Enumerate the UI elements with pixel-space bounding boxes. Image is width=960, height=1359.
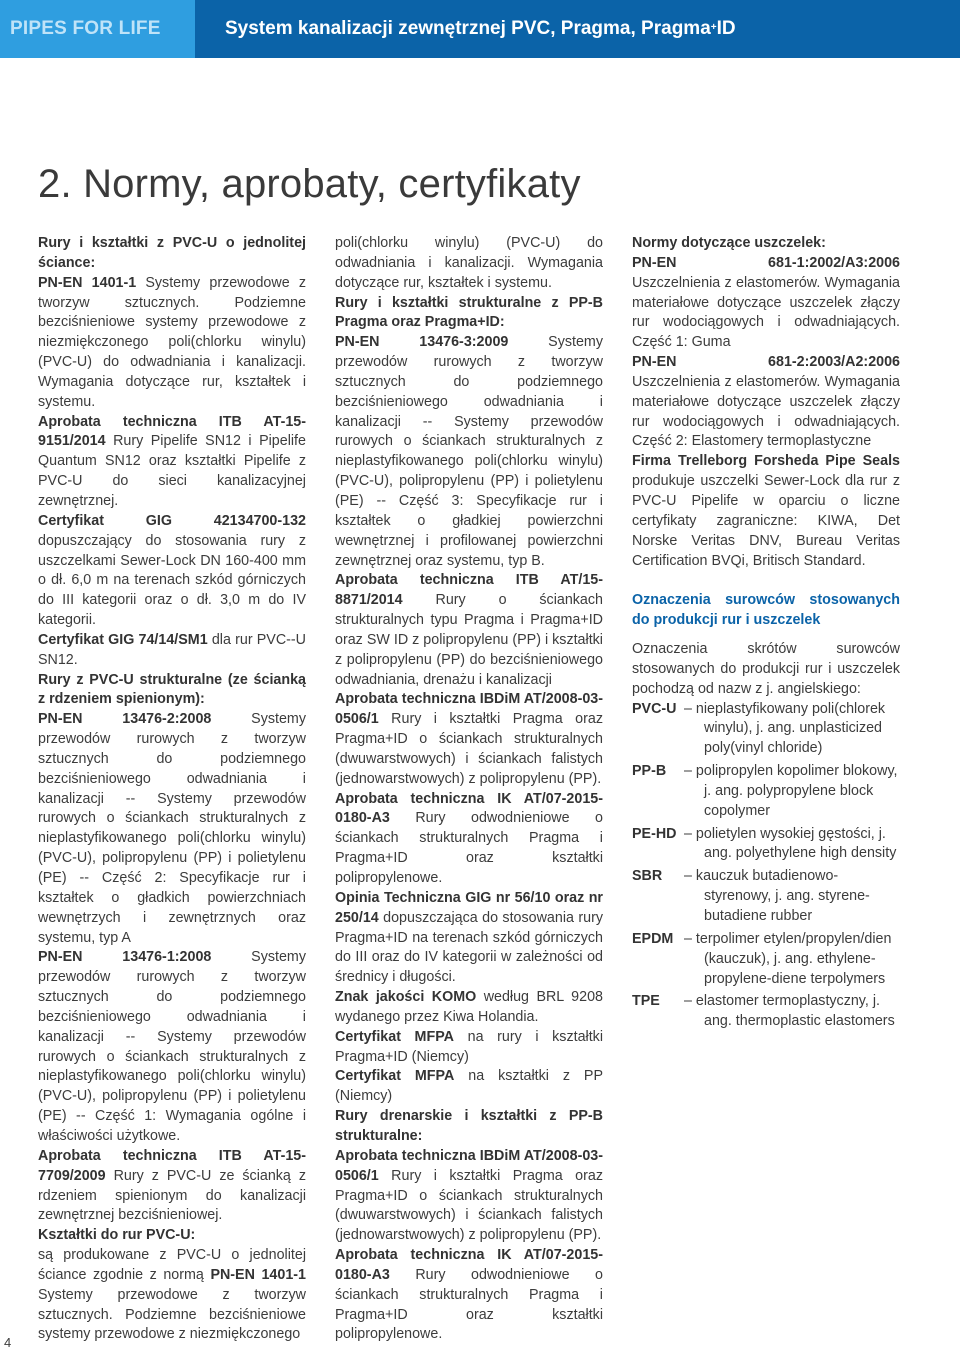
body-text: są produkowane z PVC-U o jednolitej ściance zgodnie z normą [38,1247,306,1283]
paragraph [335,1147,603,1246]
paragraph [38,948,306,1146]
paragraph [38,512,306,631]
paragraph [335,1028,603,1068]
abbreviation-key: PP-B [632,763,667,780]
materials-intro: Oznaczenia skrótów surowców stosowanych do produkcji rur i uszczelek pochodzą od nazw z j. angielskiego: [632,641,900,697]
abbreviation-item [632,867,900,927]
brand-label: PIPES FOR LIFE [0,0,195,58]
body-text: Rury odwodnieniowe o ściankach strukturalnych Pragma i Pragma+ID oraz kształtki polipropylenowe. [335,1266,603,1343]
body-text: dopuszczający do stosowania rury z uszczelkami Sewer-Lock DN 160-400 mm o dł. 6,0 m na terenach szkód górniczych do III kategorii oraz o dł. 3,0 m do IV kategorii. [38,532,306,629]
paragraph [335,234,603,294]
body-text: Uszczelnienia z elastomerów. Wymagania materiałowe dotyczące uszczelek złączy rur wodociągowych i odwadniających. Część 2: Elastomery termoplastyczne [632,373,900,450]
abbreviation-desc-text: – nieplastyfikowany poli(chlorek winylu), j. ang. unplasticized poly(vinyl chloride) [684,700,886,757]
body-text: Uszczelnienia z elastomerów. Wymagania materiałowe dotyczące uszczelek złączy rur wodociągowych i odwadniających. Część 1: Guma [632,274,900,351]
bold-text: Rury i kształtki z PVC-U o jednolitej ściance: [38,235,306,271]
abbreviation-desc [684,992,900,1032]
bold-text: Aprobata techniczna ITB AT-15-7709/2009 [38,1147,306,1184]
bold-text: Rury i kształtki strukturalne z PP-B Pragma oraz Pragma+ID: [335,294,603,331]
abbreviation-desc [684,930,900,990]
paragraph [335,333,603,571]
paragraph [38,274,306,413]
paragraph [38,1246,306,1345]
section-title: System kanalizacji zewnętrznej PVC, Pragma, Pragma [225,18,711,39]
body-text: Systemy przewodów rurowych z tworzyw sztucznych do podziemnego bezciśnieniowego odwadniania i kanalizacji -- Systemy przewodów rurowych o ściankach strukturalnych z nieplastyfikowanego poli(chlorku winylu) (PVC-U), polipropylenu (PP) i polietylenu (PE) -- Część 1: Wymagania ogólne i właściwości użytkowe. [38,949,306,1144]
bold-text: Certyfikat MFPA [335,1028,455,1045]
bold-text: Firma Trelleborg Forsheda Pipe Seals [632,453,900,470]
paragraph [38,671,306,711]
bold-text: Opinia Techniczna GIG nr 56/10 oraz nr 250/14 [335,889,603,926]
body-text: Rury i kształtki Pragma oraz Pragma+ID o ściankach strukturalnych (dwuwarstwowych) i ściankach falistych (jednowarstwowych) z polipropylenu (PP). [335,1167,603,1244]
page-header [0,0,960,58]
bold-text: Aprobata techniczna IK AT/07-2015-0180-A3 [335,1247,603,1283]
paragraph [335,1107,603,1147]
body-text: poli(chlorku winylu) (PVC-U) do odwadniania i kanalizacji. Wymagania dotyczące rur, kształtek i systemu. [335,235,603,291]
paragraph [632,353,900,452]
bold-text: PN-EN 13476-2:2008 [38,711,212,728]
paragraph [335,1067,603,1107]
bold-text: PN-EN 13476-1:2008 [38,949,212,966]
paragraph [38,631,306,671]
abbreviation-key: TPE [632,993,660,1010]
paragraph [335,889,603,988]
paragraph [38,710,306,948]
bold-text: Aprobata techniczna IK AT/07-2015-0180-A3 [335,790,603,827]
abbreviation-desc-text: – elastomer termoplastyczny, j. ang. thermoplastic elastomers [684,993,895,1030]
bold-text: Certyfikat MFPA [335,1068,455,1085]
section-title-sup: + [710,21,717,33]
abbreviation-desc-text: – terpolimer etylen/propylen/dien (kauczuk), j. ang. ethylene-propylene-diene terpolymers [684,930,892,987]
body-text: dopuszczająca do stosowania rury Pragma+ID na terenach szkód górniczych do III oraz do IV kategorii w zależności od średnicy i długości. [335,909,603,986]
body-text: produkuje uszczelki Sewer-Lock dla rur z PVC-U Pipelife w oparciu o liczne certyfikaty zagraniczne: KIWA, Det Norske Veritas DNV, Bureau Veritas Certification BVQi, Britisch Standard. [632,473,900,569]
body-text: na rury i kształtki Pragma+ID (Niemcy) [335,1028,603,1065]
body-text: Systemy przewodowe z tworzyw sztucznych. Podziemne bezciśnieniowe systemy przewodowe z niezmiękczonego poli(chlorku winylu) (PVC-U) do odwadniania i kanalizacji. Wymagania dotyczące rur, kształtek i systemu. [38,274,306,410]
bold-text: Normy dotyczące uszczelek: [632,235,826,251]
gasket-standards [632,234,900,571]
abbreviation-item [632,930,900,990]
body-text: Systemy przewodów rurowych z tworzyw sztucznych do podziemnego bezciśnieniowego odwadniania i kanalizacji -- Systemy przewodów rurowych o ściankach strukturalnych z nieplastyfikowanego poli(chlorku winylu) (PVC-U), polipropylenu (PP) i polietylenu (PE) -- Część 3: Specyfikacje rur i kształtek o gładkiej powierzchni wewnętrznej i profilowanej powierzchni zewnętrznej oraz systemu, typ B. [335,334,603,569]
paragraph [632,254,900,353]
bold-text: PN-EN 1401-1 [38,274,137,291]
body-text: Systemy przewodowe z tworzyw sztucznych. Podziemne bezciśnieniowe systemy przewodowe z niezmiękczonego [38,1286,306,1343]
materials-heading: Oznaczenia surowców stosowanych do produkcji rur i uszczelek [632,592,900,629]
body-text: Rury z PVC-U ze ścianką z rdzeniem spienionym do kanalizacji zewnętrznej bezciśnieniowej. [38,1167,306,1224]
column-3 [632,234,900,1032]
bold-text: PN-EN 681-1:2002/A3:2006 [632,254,900,271]
abbreviation-key: EPDM [632,930,674,947]
bold-text: PN-EN 13476-3:2009 [335,334,509,351]
paragraph [38,234,306,274]
paragraph [632,452,900,571]
body-text: Rury o ściankach strukturalnych typu Pragma i Pragma+ID oraz SW ID z polipropylenu (PP) i kształtki z polipropylenu (PP) do bezciśnieniowego odwadniania, drenażu i kanalizacji [335,592,603,688]
body-text: Rury odwodnieniowe o ściankach strukturalnych Pragma i Pragma+ID oraz kształtki polipropylenowe. [335,810,603,886]
bold-text: Aprobata techniczna ITB AT/15-8871/2014 [335,572,603,609]
abbreviation-item [632,700,900,760]
section-title-end: ID [716,18,736,39]
page-number: 4 [4,1335,12,1350]
abbreviation-desc-text: – polipropylen kopolimer blokowy, j. ang. polypropylene block copolymer [684,763,898,819]
abbreviation-item [632,762,900,822]
abbreviation-key: PVC-U [632,700,677,717]
body-text: według BRL 9208 wydanego przez Kiwa Holandia. [335,989,603,1025]
abbreviation-desc [684,867,900,927]
abbreviation-desc [684,700,900,760]
paragraph [335,294,603,334]
section-title-bar [195,0,960,58]
paragraph [335,790,603,889]
bold-text: Aprobata techniczna IBDiM AT/2008-03-0506/1 [335,691,603,728]
body-text: Rury i kształtki Pragma oraz Pragma+ID o ściankach strukturalnych (dwuwarstwowych) i ściankach falistych (jednowarstwowych) z polipropylenu (PP). [335,711,603,787]
bold-text: Kształtki do rur PVC-U: [38,1227,196,1244]
body-text: Systemy przewodów rurowych z tworzyw sztucznych do podziemnego bezciśnieniowego odwadniania i kanalizacji -- Systemy przewodów rurowych o ściankach strukturalnych z nieplastyfikowanego poli(chlorku winylu) (PVC-U), polipropylenu (PP) i polietylenu (PE) -- Część 2: Specyfikacje rur i kształtek o gładkich powierzchniach wewnętrzych i zewnętrznych oraz systemu, typ A [38,711,306,946]
paragraph [38,1147,306,1226]
paragraph [38,413,306,512]
abbreviation-desc [684,762,900,822]
bold-text: Rury z PVC-U strukturalne (ze ścianką z rdzeniem spienionym): [38,671,306,708]
paragraph [38,1226,306,1246]
paragraph [335,690,603,789]
bold-text: Certyfikat GIG 42134700-132 [38,512,306,529]
paragraph [335,1246,603,1345]
bold-text: PN-EN 681-2:2003/A2:2006 [632,354,900,371]
column-1 [38,234,306,1345]
body-text: na kształtki z PP (Niemcy) [335,1068,603,1105]
body-text: Rury Pipelife SN12 i Pipelife Quantum SN12 oraz kształtki Pipelife z PVC-U do sieci kanalizacyjnej zewnętrznej. [38,433,306,509]
abbreviation-desc [684,825,900,865]
abbreviation-item [632,992,900,1032]
bold-text: Znak jakości KOMO [335,989,477,1006]
abbreviation-desc-text: – polietylen wysokiej gęstości, j. ang. polyethylene high density [684,825,897,862]
column-2 [335,234,603,1345]
abbreviation-key: PE-HD [632,825,677,842]
abbreviation-list [632,700,900,1033]
bold-text: Aprobata techniczna ITB AT-15-9151/2014 [38,413,306,450]
paragraph [632,234,900,254]
paragraph [335,988,603,1028]
bold-text: Rury drenarskie i kształtki z PP-B strukturalne: [335,1108,603,1144]
bold-text: Aprobata techniczna IBDiM AT/2008-03-0506/1 [335,1147,603,1184]
abbreviation-key: SBR [632,868,663,885]
abbreviation-desc-text: – kauczuk butadienowo-styrenowy, j. ang. styrene-butadiene rubber [684,868,870,924]
abbreviation-item [632,825,900,865]
bold-text: Certyfikat GIG 74/14/SM1 [38,631,208,648]
paragraph [335,571,603,690]
body-text: dla rur PVC--U SN12. [38,631,306,668]
page-title: 2. Normy, aprobaty, certyfikaty [38,162,581,206]
bold-text: PN-EN 1401-1 [210,1266,306,1283]
